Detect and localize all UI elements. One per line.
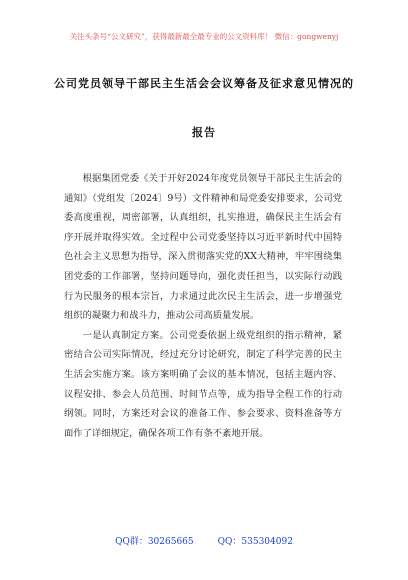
paragraph-intro: 根据集团党委《关于开好2024年度党员领导干部民主生活会的通知》（党组发〔2024〕9号）文件精神和局党委安排要求，公司党委高度重视，周密部署，认真组织，扎实推进，确保民主生活会有序开展并取得实效。全过程中公司党委坚持以习近平新时代中国特色社会主义思想为指导，深入贯彻落实党的XX大精神，牢牢围绕集团党委的工作部署，坚持问题导向，强化责任担当，以实际行动践行为民服务的根本宗旨，力求通过此次民主生活会，进一步增强党组织的凝聚力和战斗力，推动公司高质量发展。 [64, 173, 342, 322]
qq-group-number: QQ群：30265665 [115, 537, 194, 547]
document-subtitle: 报告 [192, 126, 216, 139]
qq-number: QQ：535304092 [217, 537, 293, 547]
document-title: 公司党员领导干部民主生活会会议筹备及征求意见情况的 [54, 77, 354, 90]
contact-footer [0, 534, 408, 547]
paragraph-plan: 一是认真制定方案。公司党委依据上级党组织的指示精神，紧密结合公司实际情况，经过充分讨论研究，制定了科学完善的民主生活会实施方案。该方案明确了会议的基本情况，包括主题内容、议程安排、参会人员范围、时间节点等，成为指导全程工作的行动纲领。同时，方案还对会议的准备工作、参会要求、资料准备等方面作了详细规定，确保各项工作有条不紊地开展。 [64, 329, 342, 439]
document-body [64, 169, 342, 443]
promo-header: 关注头条号“公文研究”，获得最新最全最专业的公文资料库！ 微信：gongwenyj [69, 32, 339, 41]
